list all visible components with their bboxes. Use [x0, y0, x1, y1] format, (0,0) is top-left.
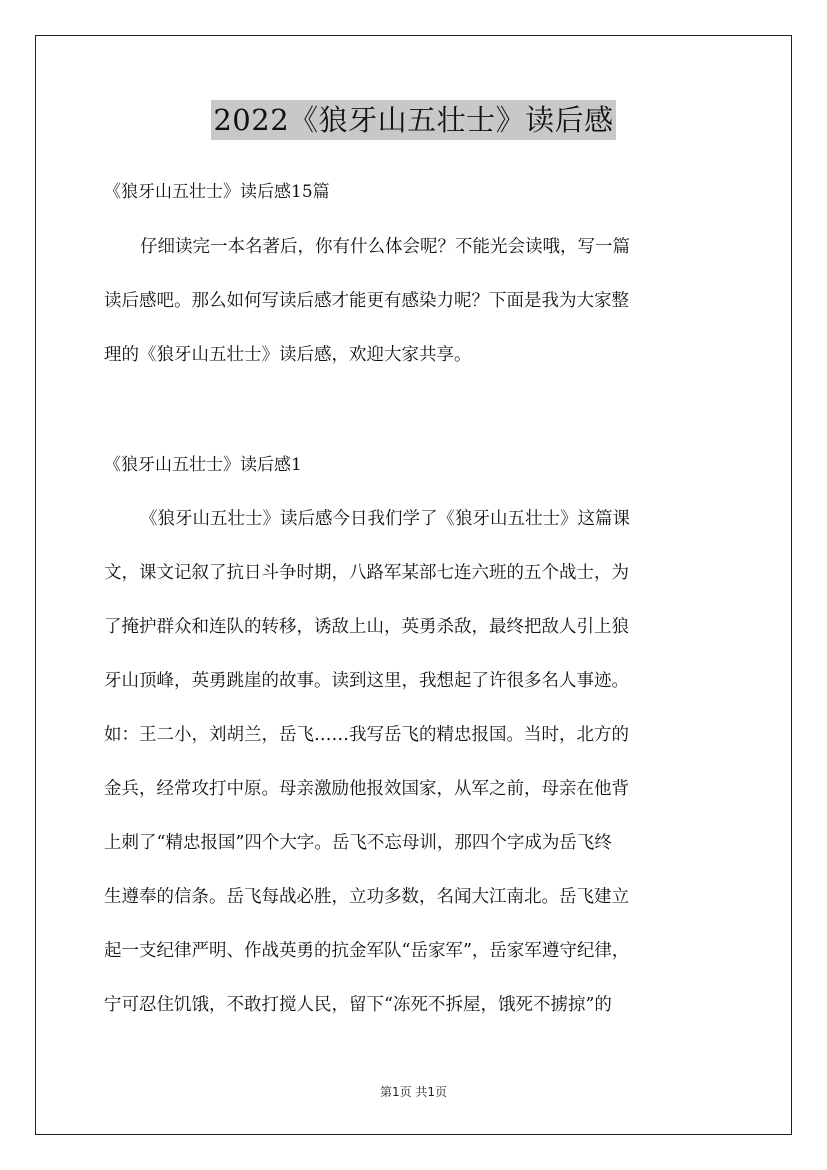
- intro-line: 仔细读完一本名著后，你有什么体会呢？不能光会读哦，写一篇: [140, 237, 630, 257]
- intro-paragraph: [104, 233, 734, 395]
- intro-line: 读后感吧。那么如何写读后感才能更有感染力呢？下面是我为大家整: [104, 291, 629, 311]
- document-subtitle: 《狼牙山五壮士》读后感15篇: [104, 182, 330, 202]
- body-line: 宁可忍住饥饿，不敢打搅人民，留下“冻死不拆屋，饿死不掳掠”的: [104, 995, 612, 1015]
- body-line: 生遵奉的信条。岳飞每战必胜，立功多数，名闻大江南北。岳飞建立: [104, 887, 629, 907]
- document-title: 2022《狼牙山五壮士》读后感: [211, 100, 615, 140]
- body-line: 了掩护群众和连队的转移，诱敌上山，英勇杀敌，最终把敌人引上狼: [104, 617, 629, 637]
- section-heading: 《狼牙山五壮士》读后感1: [104, 455, 302, 475]
- body-line: 《狼牙山五壮士》读后感今日我们学了《狼牙山五壮士》这篇课: [140, 509, 630, 529]
- body-line: 如：王二小，刘胡兰，岳飞……我写岳飞的精忠报国。当时，北方的: [104, 725, 629, 745]
- body-paragraph: [104, 505, 734, 1045]
- page-footer: 第1页 共1页: [379, 1085, 448, 1099]
- body-line: 起一支纪律严明、作战英勇的抗金军队“岳家军”，岳家军遵守纪律，: [104, 941, 630, 961]
- title-container: [0, 100, 827, 140]
- intro-line: 理的《狼牙山五壮士》读后感，欢迎大家共享。: [104, 345, 472, 365]
- body-line: 牙山顶峰，英勇跳崖的故事。读到这里，我想起了许很多名人事迹。: [104, 671, 629, 691]
- body-line: 金兵，经常攻打中原。母亲激励他报效国家，从军之前，母亲在他背: [104, 779, 629, 799]
- body-line: 文，课文记叙了抗日斗争时期，八路军某部七连六班的五个战士，为: [104, 563, 629, 583]
- body-line: 上刺了“精忠报国”四个大字。岳飞不忘母训，那四个字成为岳飞终: [104, 833, 612, 853]
